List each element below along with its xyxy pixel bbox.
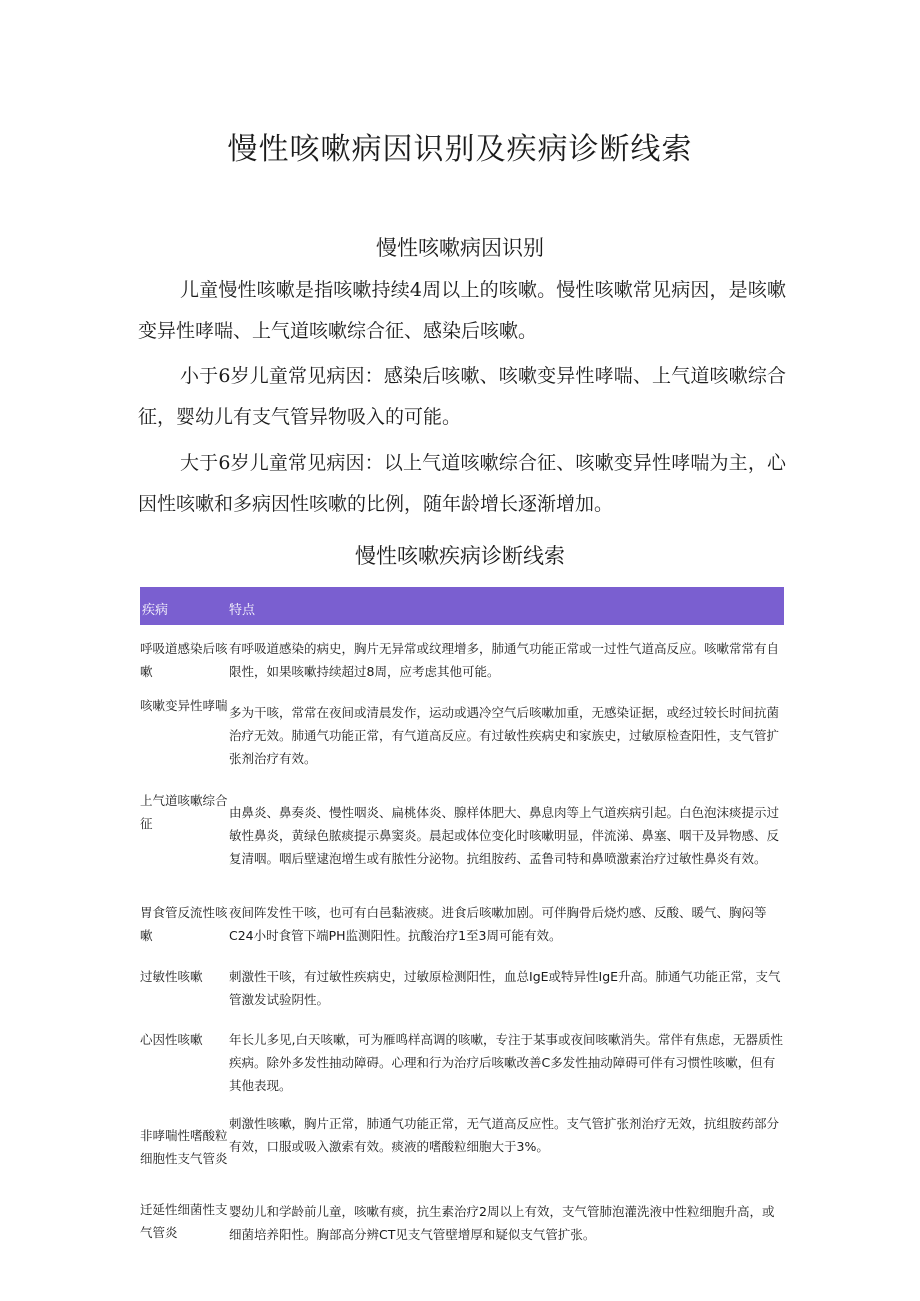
header-features: 特点: [229, 603, 256, 618]
disease-features: 由鼻炎、鼻奏炎、慢性咽炎、扁桃体炎、腺样体肥大、鼻息肉等上气道疾病引起。白色泡沫痰提示过敏性鼻炎，黄绿色脓痰提示鼻窦炎。晨起或体位变化时咳嗽明显，伴流涕、鼻塞、咽干及异物感、反复清咽。咽后壁逮泡增生或有脓性分泌物。抗组胺药、孟鲁司特和鼻喷激素治疗过敏性鼻炎有效。: [229, 805, 780, 866]
disease-features: 多为干咳，常常在夜间或清晨发作，运动或遇冷空气后咳嗽加重，无感染证据，或经过较长时间抗菌治疗无效。肺通气功能正常，有气道高反应。有过敏性疾病史和家族史，过敏原检查阳性，支气管扩张剂治疗有效。: [229, 705, 780, 766]
disease-name: 非哮喘性嗜酸粒细胞性支气管炎: [140, 1128, 228, 1166]
document-title: 慢性咳嗽病因识别及疾病诊断线索: [227, 132, 693, 167]
header-disease: 疾病: [142, 603, 169, 618]
disease-features: 年长儿多见,白天咳嗽，可为雁鸣样高调的咳嗽，专注于某事或夜间咳嗽消失。常伴有焦虑，无器质性疾病。除外多发性抽动障碍。心理和行为治疗后咳嗽改善C多发性抽动障碍可伴有习惯性咳嗽，但有其他表现。: [229, 1032, 783, 1093]
paragraph-definition: 儿童慢性咳嗽是指咳嗽持续4周以上的咳嗽。慢性咳嗽常见病因，是咳嗽变异性哮喘、上气道咳嗽综合征、感染后咳嗽。: [138, 279, 786, 342]
disease-features: 刺激性干咳，有过敏性疾病史，过敏原检测阳性，血总IgE或特异性IgE升高。肺通气功能正常，支气管激发试验阴性。: [229, 969, 781, 1007]
disease-name: 呼吸道感染后咳嗽: [140, 641, 228, 679]
disease-name: 迁延性细菌性支气管炎: [140, 1202, 228, 1240]
disease-features: 婴幼儿和学龄前儿童，咳嗽有痰，抗生素治疗2周以上有效，支气管肺泡灌洗液中性粒细胞升高，或细菌培养阳性。胸部高分辨CT见支气管壁增厚和疑似支气管扩张。: [229, 1204, 775, 1242]
disease-name: 过敏性咳嗽: [140, 969, 203, 984]
table-header-row: [140, 587, 784, 625]
disease-features: 刺激性咳嗽，胸片正常，肺通气功能正常，无气道高反应性。支气管扩张剂治疗无效，抗组胺药部分有效，口服或吸入激索有效。痰液的嗜酸粒细胞大于3%。: [229, 1116, 780, 1154]
disease-features: 有呼吸道感染的病史，胸片无异常或纹理增多，肺通气功能正常或一过性气道高反应。咳嗽常常有自限性，如果咳嗽持续超过8周，应考虑其他可能。: [229, 641, 780, 679]
disease-name: 胃食管反流性咳嗽: [140, 905, 228, 943]
disease-name: 上气道咳嗽综合征: [140, 793, 228, 831]
disease-features: 夜间阵发性干咳，也可有白邑黏液痰。进食后咳嗽加剧。可伴胸骨后烧灼感、反酸、暖气、胸闷等C24小时食管下端PH监测阳性。抗酸治疗1至3周可能有效。: [229, 905, 767, 943]
disease-name: 咳嗽变异性哮喘: [140, 698, 228, 713]
section-heading-etiology: 慢性咳嗽病因识别: [376, 236, 544, 260]
disease-name: 心因性咳嗽: [140, 1032, 203, 1047]
paragraph-under-6: 小于6岁儿童常见病因：感染后咳嗽、咳嗽变异性哮喘、上气道咳嗽综合征，婴幼儿有支气管异物吸入的可能。: [138, 365, 786, 428]
paragraph-over-6: 大于6岁儿童常见病因：以上气道咳嗽综合征、咳嗽变异性哮喘为主，心因性咳嗽和多病因性咳嗽的比例，随年龄增长逐渐增加。: [138, 452, 786, 515]
section-heading-diagnosis: 慢性咳嗽疾病诊断线索: [355, 544, 565, 568]
